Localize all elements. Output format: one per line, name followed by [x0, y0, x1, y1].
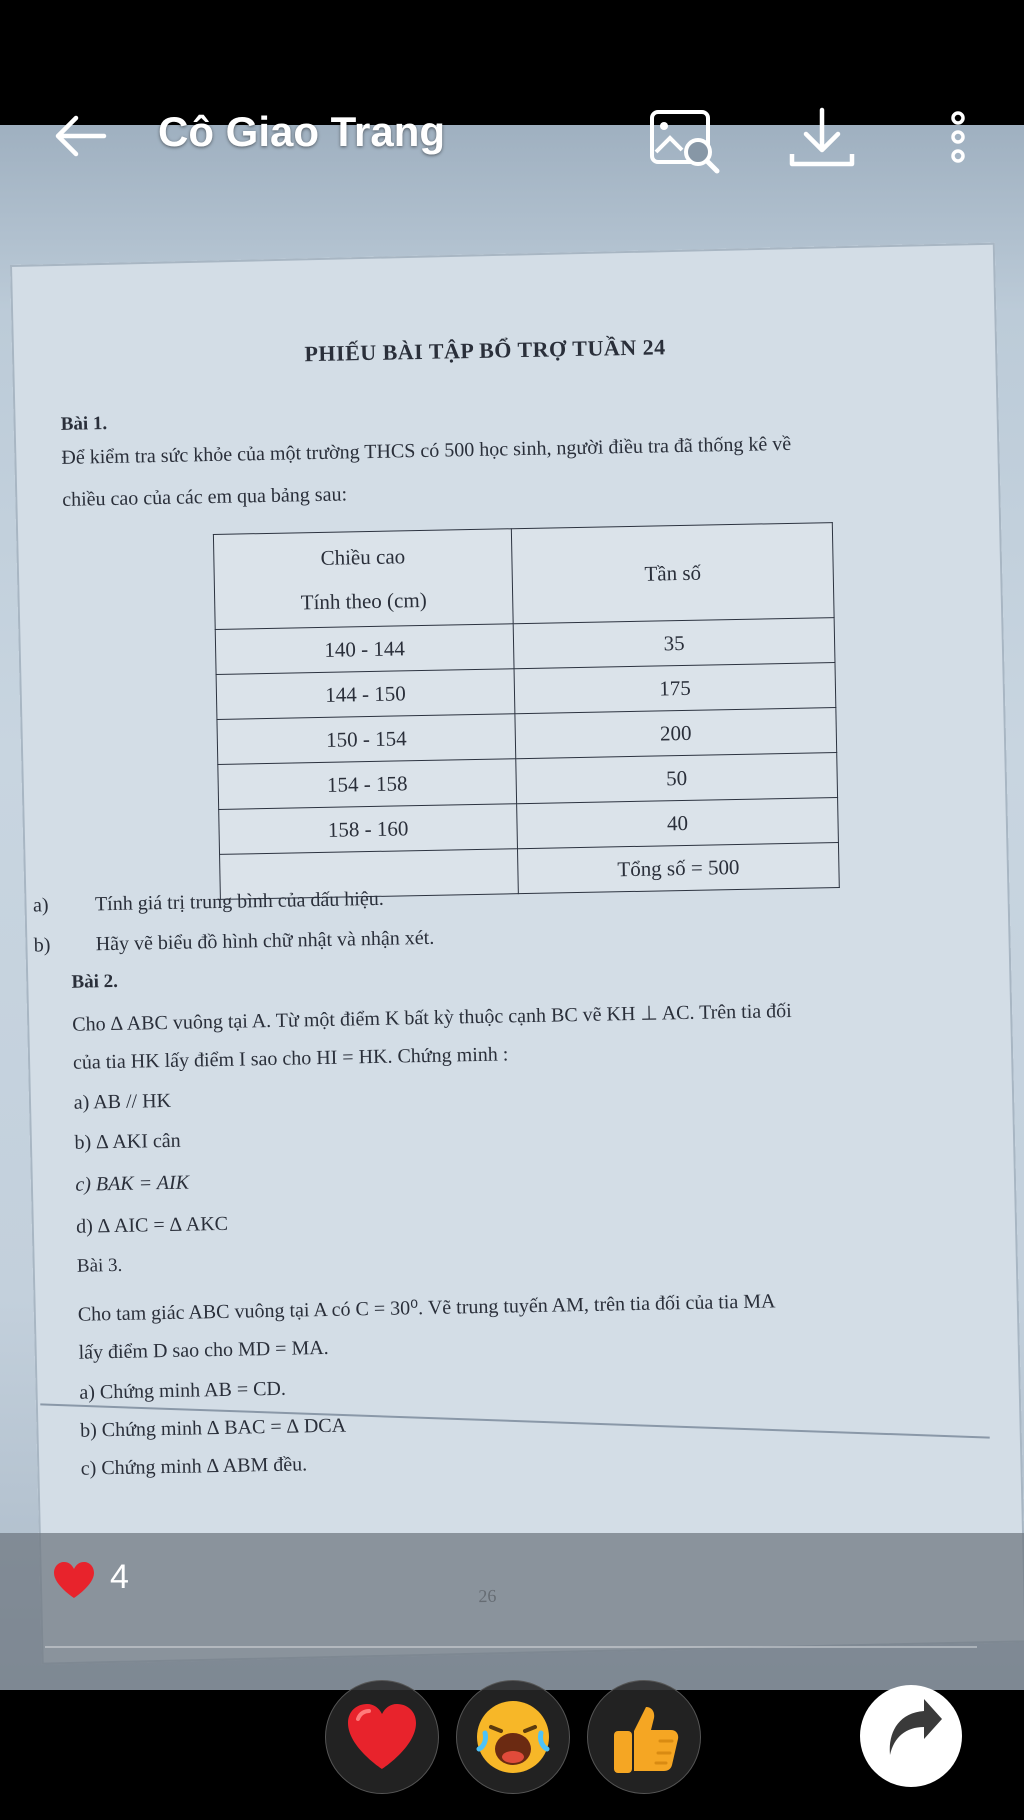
download-icon[interactable] [788, 106, 856, 173]
table-row: 140 - 144 35 [215, 618, 835, 675]
share-icon [860, 1685, 962, 1787]
frequency-table [213, 522, 840, 900]
reaction-count: 4 [110, 1558, 129, 1596]
photo-viewer[interactable] [0, 125, 1024, 1690]
document-title: PHIẾU BÀI TẬP BỔ TRỢ TUẦN 24 [304, 334, 666, 367]
exercise-2-b: b) ∆ AKI cân [74, 1129, 181, 1154]
question-a-label: a) [32, 894, 49, 917]
more-vertical-icon[interactable] [948, 110, 968, 169]
header-frequency: Tần số [511, 523, 834, 624]
exercise-2-c: c) BAK = AIK [75, 1171, 190, 1196]
page-title: Cô Giao Trang [158, 108, 446, 155]
table-total: Tổng số = 500 [517, 843, 839, 894]
exercise-2-a: a) AB // HK [73, 1089, 172, 1114]
exercise-2-label: Bài 2. [71, 970, 119, 993]
laughing-emoji-icon [473, 1697, 553, 1777]
header-height: Chiều cao Tính theo (cm) [213, 529, 513, 630]
exercise-1-label: Bài 1. [60, 412, 108, 435]
image-search-icon[interactable] [648, 108, 724, 181]
table-row: 158 - 160 40 [219, 798, 839, 855]
heart-reaction-button[interactable] [325, 1680, 439, 1794]
share-button[interactable] [860, 1685, 962, 1787]
exercise-3-line1: Cho tam giác ABC vuông tại A có C = 30⁰. Vẽ trung tuyến AM, trên tia đối của tia MA [77, 1290, 776, 1326]
table-row: 154 - 158 50 [218, 753, 838, 810]
exercise-2-d: d) ∆ AIC = ∆ AKC [75, 1212, 229, 1238]
exercise-3-label: Bài 3. [76, 1254, 123, 1277]
exercise-3-a: a) Chứng minh AB = CD. [79, 1377, 287, 1404]
thumbs-up-icon [604, 1697, 684, 1777]
heart-icon [342, 1697, 422, 1777]
question-b-label: b) [33, 934, 51, 957]
exercise-1-line2: chiều cao của các em qua bảng sau: [61, 483, 348, 511]
table-row: 144 - 150 175 [216, 663, 836, 720]
reaction-summary-bar [0, 1533, 1024, 1690]
like-reaction-button[interactable] [587, 1680, 701, 1794]
exercise-2-line2: của tia HK lấy điểm I sao cho HI = HK. Chứng minh : [72, 1043, 509, 1074]
exercise-2-line1: Cho ∆ ABC vuông tại A. Từ một điểm K bất kỳ thuộc cạnh BC vẽ KH ⊥ AC. Trên tia đối [72, 999, 792, 1036]
back-arrow-icon[interactable] [52, 112, 108, 165]
heart-icon [52, 1560, 96, 1605]
exercise-1-line1: Để kiểm tra sức khỏe của một trường THCS có 500 học sinh, người điều tra đã thống kê về [61, 432, 792, 469]
exercise-3-b: b) Chứng minh ∆ BAC = ∆ DCA [79, 1414, 347, 1442]
exercise-3-c: c) Chứng minh ∆ ABM đều. [80, 1453, 308, 1480]
table-row: 150 - 154 200 [217, 708, 837, 765]
divider [45, 1646, 977, 1648]
question-a-text: Tính giá trị trung bình của dấu hiệu. [94, 887, 384, 916]
question-b-text: Hãy vẽ biểu đồ hình chữ nhật và nhận xét. [95, 926, 435, 956]
document-content [0, 125, 1024, 1690]
exercise-3-line2: lấy điểm D sao cho MD = MA. [78, 1336, 329, 1364]
laugh-reaction-button[interactable] [456, 1680, 570, 1794]
